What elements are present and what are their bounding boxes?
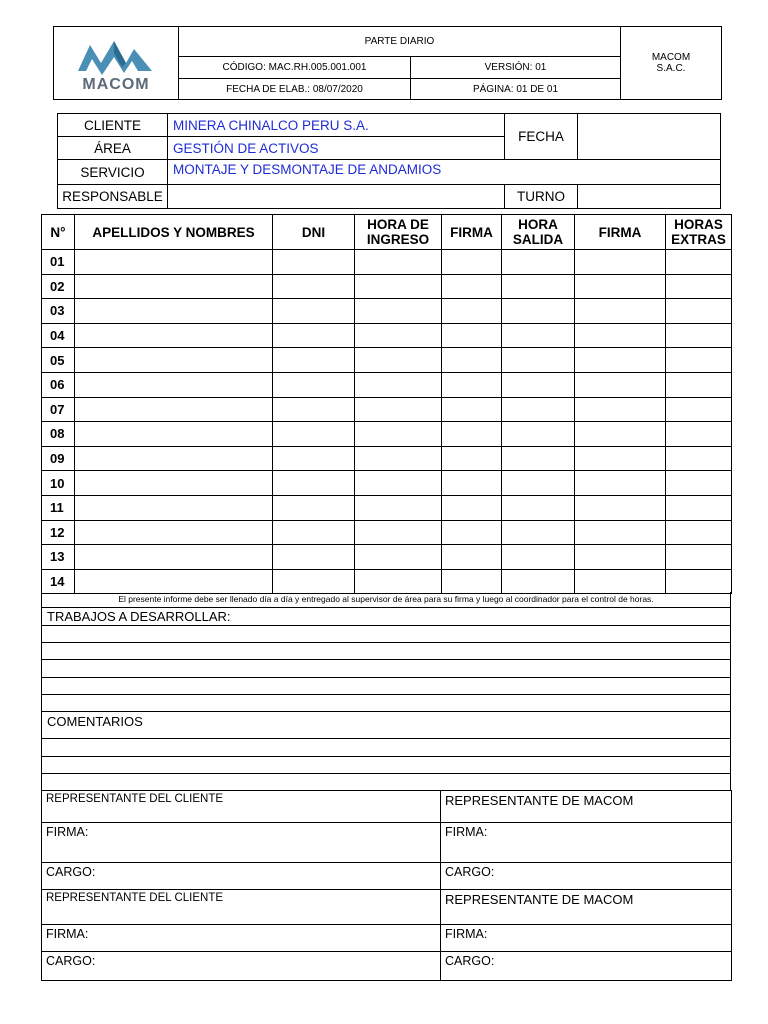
hora-salida-cell[interactable]	[502, 471, 575, 496]
col-header-horas-extras: HORAS EXTRAS	[666, 215, 732, 250]
row-number: 07	[42, 397, 75, 422]
hora-salida-cell[interactable]	[502, 250, 575, 275]
dni-cell[interactable]	[273, 446, 355, 471]
hora-salida-cell[interactable]	[502, 520, 575, 545]
nombres-cell[interactable]	[75, 299, 273, 324]
writing-line	[42, 773, 730, 774]
firma-ingreso-cell[interactable]	[442, 250, 502, 275]
hora-ingreso-cell[interactable]	[355, 250, 442, 275]
horas-extras-cell[interactable]	[666, 299, 732, 324]
writing-line	[42, 659, 730, 660]
codigo-field: CÓDIGO: MAC.RH.005.001.001	[179, 57, 411, 79]
col-header-nombres: APELLIDOS Y NOMBRES	[75, 215, 273, 250]
attendance-table	[41, 214, 732, 594]
dni-cell[interactable]	[273, 274, 355, 299]
rep-macom-label-2: REPRESENTANTE DE MACOM	[441, 890, 732, 925]
hora-ingreso-cell[interactable]	[355, 274, 442, 299]
nombres-cell[interactable]	[75, 372, 273, 397]
dni-cell[interactable]	[273, 471, 355, 496]
firma-salida-cell[interactable]	[575, 422, 666, 447]
row-number: 01	[42, 250, 75, 275]
firma-salida-cell[interactable]	[575, 250, 666, 275]
dni-cell[interactable]	[273, 495, 355, 520]
version-field: VERSIÓN: 01	[411, 57, 621, 79]
nombres-cell[interactable]	[75, 471, 273, 496]
hora-salida-cell[interactable]	[502, 545, 575, 570]
horas-extras-cell[interactable]	[666, 372, 732, 397]
nombres-cell[interactable]	[75, 446, 273, 471]
company-name: MACOM	[651, 52, 691, 63]
cargo-macom-2[interactable]: CARGO:	[441, 952, 732, 981]
hora-ingreso-cell[interactable]	[355, 372, 442, 397]
cliente-label: CLIENTE	[58, 114, 168, 137]
horas-extras-cell[interactable]	[666, 495, 732, 520]
firma-salida-cell[interactable]	[575, 471, 666, 496]
writing-line	[42, 625, 730, 626]
dni-cell[interactable]	[273, 569, 355, 594]
hora-salida-cell[interactable]	[502, 422, 575, 447]
fecha-label: FECHA	[505, 114, 578, 160]
firma-ingreso-cell[interactable]	[442, 274, 502, 299]
firma-salida-cell[interactable]	[575, 274, 666, 299]
turno-label: TURNO	[505, 185, 578, 209]
writing-line	[42, 677, 730, 678]
firma-macom-2[interactable]: FIRMA:	[441, 925, 732, 952]
attendance-row	[42, 299, 732, 324]
row-number: 09	[42, 446, 75, 471]
row-number: 03	[42, 299, 75, 324]
servicio-label: SERVICIO	[58, 160, 168, 185]
row-number: 06	[42, 372, 75, 397]
nombres-cell[interactable]	[75, 495, 273, 520]
nombres-cell[interactable]	[75, 348, 273, 373]
attendance-row	[42, 471, 732, 496]
firma-ingreso-cell[interactable]	[442, 348, 502, 373]
firma-cliente-2[interactable]: FIRMA:	[42, 925, 441, 952]
responsable-input[interactable]	[168, 185, 505, 209]
firma-macom-1[interactable]: FIRMA:	[441, 823, 732, 863]
attendance-row	[42, 372, 732, 397]
hora-ingreso-cell[interactable]	[355, 471, 442, 496]
firma-ingreso-cell[interactable]	[442, 299, 502, 324]
firma-salida-cell[interactable]	[575, 446, 666, 471]
attendance-row	[42, 495, 732, 520]
row-number: 12	[42, 520, 75, 545]
hora-salida-cell[interactable]	[502, 348, 575, 373]
col-header-firma-salida: FIRMA	[575, 215, 666, 250]
firma-salida-cell[interactable]	[575, 520, 666, 545]
hora-ingreso-cell[interactable]	[355, 520, 442, 545]
firma-salida-cell[interactable]	[575, 495, 666, 520]
nombres-cell[interactable]	[75, 323, 273, 348]
turno-input[interactable]	[578, 185, 721, 209]
attendance-row	[42, 250, 732, 275]
responsable-label: RESPONSABLE	[58, 185, 168, 209]
row-number: 13	[42, 545, 75, 570]
cliente-value[interactable]: MINERA CHINALCO PERU S.A.	[168, 114, 505, 137]
attendance-row	[42, 520, 732, 545]
dni-cell[interactable]	[273, 520, 355, 545]
nombres-cell[interactable]	[75, 520, 273, 545]
horas-extras-cell[interactable]	[666, 348, 732, 373]
hora-ingreso-cell[interactable]	[355, 348, 442, 373]
hora-salida-cell[interactable]	[502, 446, 575, 471]
horas-extras-cell[interactable]	[666, 323, 732, 348]
col-header-firma-ingreso: FIRMA	[442, 215, 502, 250]
attendance-row	[42, 397, 732, 422]
firma-cliente-1[interactable]: FIRMA:	[42, 823, 441, 863]
attendance-header-row	[42, 215, 732, 250]
firma-ingreso-cell[interactable]	[442, 397, 502, 422]
cargo-cliente-1[interactable]: CARGO:	[42, 863, 441, 890]
cargo-cliente-2[interactable]: CARGO:	[42, 952, 441, 981]
hora-salida-cell[interactable]	[502, 299, 575, 324]
dni-cell[interactable]	[273, 397, 355, 422]
row-number: 11	[42, 495, 75, 520]
row-number: 02	[42, 274, 75, 299]
firma-ingreso-cell[interactable]	[442, 545, 502, 570]
dni-cell[interactable]	[273, 372, 355, 397]
hora-salida-cell[interactable]	[502, 569, 575, 594]
nombres-cell[interactable]	[75, 250, 273, 275]
rep-cliente-label-1: REPRESENTANTE DEL CLIENTE	[42, 791, 441, 823]
horas-extras-cell[interactable]	[666, 422, 732, 447]
signature-table	[41, 790, 732, 981]
hora-ingreso-cell[interactable]	[355, 323, 442, 348]
row-number: 08	[42, 422, 75, 447]
firma-salida-cell[interactable]	[575, 397, 666, 422]
writing-line	[42, 694, 730, 695]
document-header	[53, 26, 722, 100]
attendance-row	[42, 569, 732, 594]
instructions-note: El presente informe debe ser llenado día a día y entregado al supervisor de área para su firma y luego al coordinador para el control de horas.	[41, 592, 731, 607]
firma-ingreso-cell[interactable]	[442, 422, 502, 447]
nombres-cell[interactable]	[75, 422, 273, 447]
pagina-field: PÁGINA: 01 DE 01	[411, 79, 621, 100]
attendance-row	[42, 274, 732, 299]
area-label: ÁREA	[58, 137, 168, 160]
comentarios-label: COMENTARIOS	[47, 714, 143, 729]
area-value[interactable]: GESTIÓN DE ACTIVOS	[168, 137, 505, 160]
servicio-value[interactable]: MONTAJE Y DESMONTAJE DE ANDAMIOS	[168, 160, 721, 185]
dni-cell[interactable]	[273, 299, 355, 324]
attendance-row	[42, 446, 732, 471]
hora-ingreso-cell[interactable]	[355, 446, 442, 471]
hora-salida-cell[interactable]	[502, 323, 575, 348]
horas-extras-cell[interactable]	[666, 569, 732, 594]
firma-ingreso-cell[interactable]	[442, 520, 502, 545]
horas-extras-cell[interactable]	[666, 471, 732, 496]
hora-salida-cell[interactable]	[502, 274, 575, 299]
writing-line	[42, 738, 730, 739]
nombres-cell[interactable]	[75, 397, 273, 422]
dni-cell[interactable]	[273, 422, 355, 447]
macom-logo	[74, 31, 158, 93]
trabajos-label: TRABAJOS A DESARROLLAR:	[47, 609, 231, 624]
row-number: 10	[42, 471, 75, 496]
col-header-hora-salida: HORA SALIDA	[502, 215, 575, 250]
col-header-hora-ingreso: HORA DE INGRESO	[355, 215, 442, 250]
dni-cell[interactable]	[273, 348, 355, 373]
firma-salida-cell[interactable]	[575, 299, 666, 324]
nombres-cell[interactable]	[75, 274, 273, 299]
attendance-row	[42, 323, 732, 348]
row-number: 14	[42, 569, 75, 594]
horas-extras-cell[interactable]	[666, 520, 732, 545]
horas-extras-cell[interactable]	[666, 446, 732, 471]
dni-cell[interactable]	[273, 545, 355, 570]
hora-salida-cell[interactable]	[502, 397, 575, 422]
attendance-row	[42, 422, 732, 447]
logo-wordmark: MACOM	[82, 75, 150, 93]
nombres-cell[interactable]	[75, 545, 273, 570]
firma-ingreso-cell[interactable]	[442, 323, 502, 348]
firma-ingreso-cell[interactable]	[442, 471, 502, 496]
col-header-dni: DNI	[273, 215, 355, 250]
hora-ingreso-cell[interactable]	[355, 545, 442, 570]
hora-ingreso-cell[interactable]	[355, 422, 442, 447]
attendance-row	[42, 348, 732, 373]
attendance-rows	[42, 250, 732, 594]
fecha-input[interactable]	[578, 114, 721, 160]
hora-salida-cell[interactable]	[502, 372, 575, 397]
cargo-macom-1[interactable]: CARGO:	[441, 863, 732, 890]
dni-cell[interactable]	[273, 323, 355, 348]
company-name-cell	[621, 27, 722, 100]
firma-salida-cell[interactable]	[575, 348, 666, 373]
horas-extras-cell[interactable]	[666, 250, 732, 275]
rep-cliente-label-2: REPRESENTANTE DEL CLIENTE	[42, 890, 441, 925]
firma-ingreso-cell[interactable]	[442, 569, 502, 594]
firma-ingreso-cell[interactable]	[442, 495, 502, 520]
hora-ingreso-cell[interactable]	[355, 569, 442, 594]
hora-ingreso-cell[interactable]	[355, 495, 442, 520]
firma-ingreso-cell[interactable]	[442, 446, 502, 471]
firma-salida-cell[interactable]	[575, 545, 666, 570]
row-number: 04	[42, 323, 75, 348]
hora-ingreso-cell[interactable]	[355, 299, 442, 324]
nombres-cell[interactable]	[75, 569, 273, 594]
rep-macom-label-1: REPRESENTANTE DE MACOM	[441, 791, 732, 823]
firma-ingreso-cell[interactable]	[442, 372, 502, 397]
attendance-row	[42, 545, 732, 570]
horas-extras-cell[interactable]	[666, 274, 732, 299]
firma-salida-cell[interactable]	[575, 569, 666, 594]
col-header-num: N°	[42, 215, 75, 250]
firma-salida-cell[interactable]	[575, 323, 666, 348]
dni-cell[interactable]	[273, 250, 355, 275]
hora-salida-cell[interactable]	[502, 495, 575, 520]
row-number: 05	[42, 348, 75, 373]
comentarios-section[interactable]	[41, 711, 731, 791]
logo-cell	[54, 27, 179, 100]
writing-line	[42, 756, 730, 757]
fecha-elab-field: FECHA DE ELAB.: 08/07/2020	[179, 79, 411, 100]
trabajos-section[interactable]	[41, 607, 731, 711]
firma-salida-cell[interactable]	[575, 372, 666, 397]
hora-ingreso-cell[interactable]	[355, 397, 442, 422]
service-info-table	[57, 113, 721, 209]
writing-line	[42, 642, 730, 643]
horas-extras-cell[interactable]	[666, 545, 732, 570]
horas-extras-cell[interactable]	[666, 397, 732, 422]
company-suffix: S.A.C.	[656, 63, 686, 74]
form-title: PARTE DIARIO	[179, 27, 621, 57]
